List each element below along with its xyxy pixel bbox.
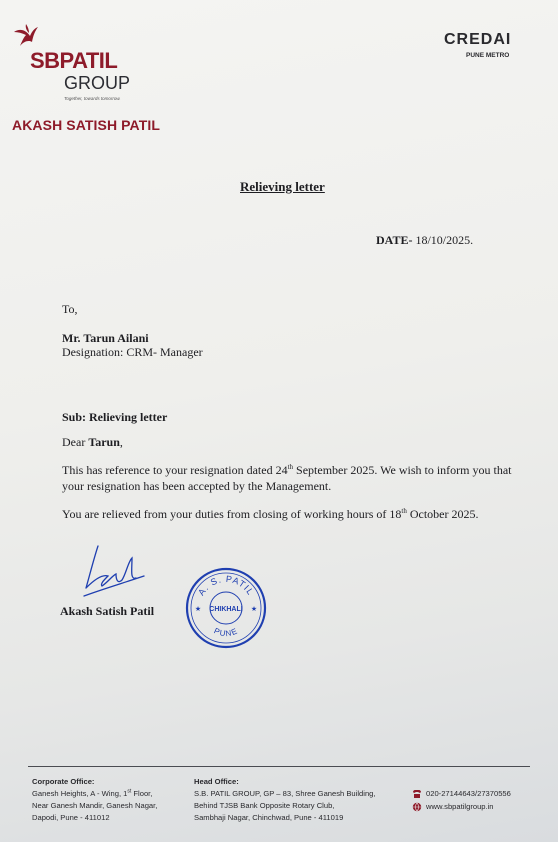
signatory-name: Akash Satish Patil — [60, 604, 155, 618]
letter-date — [376, 233, 473, 248]
paragraph-2 — [62, 507, 479, 521]
para2-text-a: You are relieved from your duties from closing of working hours of 18 — [62, 507, 402, 521]
phone-number: 020-27144643/27370556 — [426, 789, 511, 798]
brand-name-text: SBPATIL — [30, 48, 118, 73]
head-office-line-2: Behind TJSB Bank Opposite Rotary Club, — [194, 801, 335, 810]
brand-group: GROUP — [64, 73, 131, 93]
para1-text-a: This has reference to your resignation dated 24 — [62, 463, 288, 477]
salutation-name: Tarun — [88, 435, 120, 449]
subject-line: Sub: Relieving letter — [62, 410, 168, 424]
brand-name — [30, 48, 117, 74]
para1-sup: th — [287, 463, 294, 471]
phone-icon — [412, 789, 422, 799]
para1-text-b: September 2025. We wish to inform you that — [293, 463, 512, 477]
recipient-name: Mr. Tarun Ailani — [62, 331, 149, 345]
credai-logo: CREDAI — [444, 31, 512, 48]
corporate-office-line-3: Dapodi, Pune - 411012 — [32, 813, 110, 822]
salutation — [62, 435, 123, 449]
to-line: To, — [62, 302, 78, 316]
globe-icon — [412, 802, 422, 812]
paragraph-1-line-1 — [62, 463, 512, 477]
owner-name: AKASH SATISH PATIL — [12, 117, 161, 133]
credai-subtitle: PUNE METRO — [466, 52, 510, 59]
corporate-office-line-1 — [32, 788, 152, 799]
brand-tagline: Together, towards tomorrow. — [64, 96, 121, 101]
date-value: 18/10/2025. — [415, 233, 474, 247]
stamp-bottom-text: PUNE — [212, 626, 240, 639]
letter-title: Relieving letter — [240, 179, 325, 194]
company-stamp — [184, 566, 268, 650]
para2-text-b: October 2025. — [406, 507, 479, 521]
stamp-center-text: CHIKHALI — [209, 606, 243, 613]
date-label: DATE- — [376, 233, 413, 247]
salutation-suffix: , — [119, 435, 123, 449]
footer-divider — [28, 766, 530, 767]
stamp-star-icon: ★ — [194, 605, 202, 613]
recipient-designation: Designation: CRM- Manager — [62, 345, 203, 359]
website-link[interactable]: www.sbpatilgroup.in — [426, 802, 494, 811]
para2-sup: th — [401, 507, 407, 515]
head-office-line-1: S.B. PATIL GROUP, GP – 83, Shree Ganesh Building, — [194, 789, 376, 798]
corporate-office-heading: Corporate Office: — [32, 777, 95, 786]
corporate-office-line-2: Near Ganesh Mandir, Ganesh Nagar, — [32, 801, 158, 810]
salutation-prefix: Dear — [62, 435, 86, 449]
corp-line1-sup: st — [127, 788, 132, 795]
handwritten-signature — [80, 540, 148, 602]
corp-line1-b: Floor, — [131, 789, 153, 798]
corp-line1-a: Ganesh Heights, A - Wing, 1 — [32, 789, 128, 798]
paragraph-1-line-2: your resignation has been accepted by the Management. — [62, 479, 332, 493]
stamp-star-icon: ★ — [250, 605, 258, 613]
head-office-heading: Head Office: — [194, 777, 239, 786]
stamp-top-text: A. S. PATIL — [196, 573, 257, 598]
head-office-line-3: Sambhaji Nagar, Chinchwad, Pune - 411019 — [194, 813, 344, 822]
